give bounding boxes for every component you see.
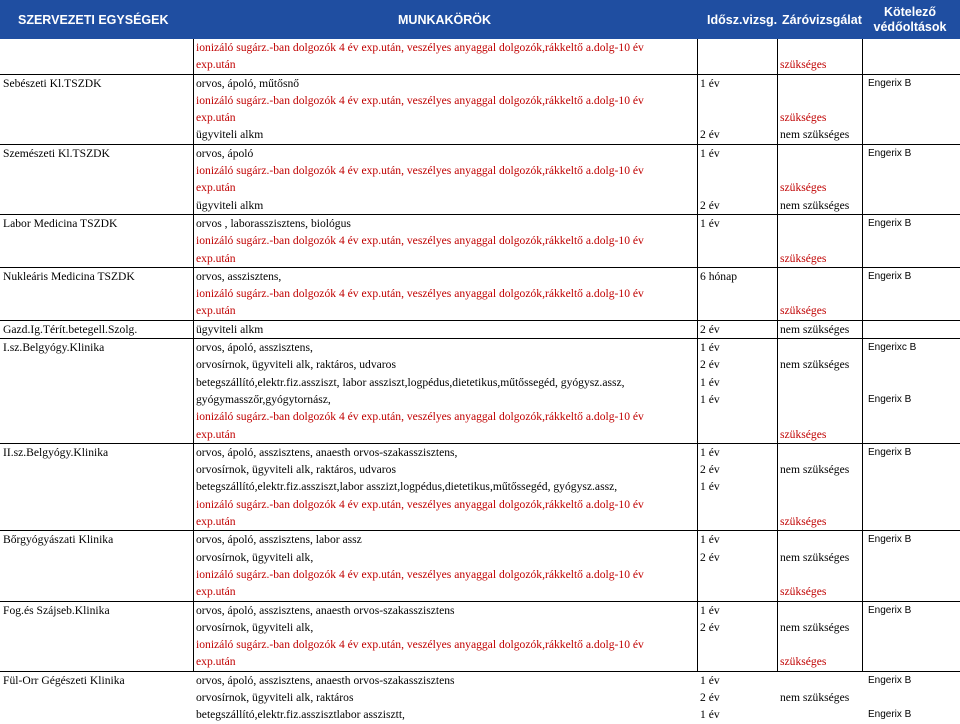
job-cell: orvos, ápoló, asszisztens, labor assz xyxy=(196,533,362,547)
job-cell: ügyviteli alkm xyxy=(196,322,264,336)
unit-cell: Nukleáris Medicina TSZDK xyxy=(3,269,135,283)
table-row xyxy=(0,408,960,425)
periodic-exam-cell: 1 év xyxy=(700,76,720,90)
job-cell: ionizáló sugárz.-ban dolgozók 4 év exp.után, veszélyes anyaggal dolgozók,rákkeltő a.dolg-10 év xyxy=(196,410,644,424)
table-row xyxy=(0,179,960,196)
table-row xyxy=(0,549,960,566)
job-cell: ionizáló sugárz.-ban dolgozók 4 év exp.után, veszélyes anyaggal dolgozók,rákkeltő a.dolg-10 év xyxy=(196,41,644,54)
job-cell: orvos, ápoló, asszisztens, xyxy=(196,341,313,355)
final-exam-cell: nem szükséges xyxy=(780,690,850,704)
column-divider xyxy=(697,39,698,671)
table-row xyxy=(0,74,960,92)
job-cell: ionizáló sugárz.-ban dolgozók 4 év exp.után, veszélyes anyaggal dolgozók,rákkeltő a.dolg-10 év xyxy=(196,164,644,178)
unit-cell: Fül-Orr Gégészeti Klinika xyxy=(3,673,125,687)
table-row xyxy=(0,391,960,408)
unit-cell: Bőrgyógyászati Klinika xyxy=(3,533,114,547)
table-row xyxy=(0,39,960,56)
periodic-exam-cell: 1 év xyxy=(700,216,720,230)
vaccination-cell: Engerix B xyxy=(868,77,912,89)
header-periodic-exam: Idősz.vizsg. xyxy=(707,12,778,27)
table-row xyxy=(0,267,960,285)
table-row xyxy=(0,566,960,583)
column-divider xyxy=(777,39,778,671)
periodic-exam-cell: 2 év xyxy=(700,128,720,142)
table-row xyxy=(0,619,960,636)
vaccination-cell: Engerix B xyxy=(868,270,912,282)
header-vaccinations: Kötelező védőoltások xyxy=(873,4,947,34)
table-body xyxy=(0,39,960,724)
periodic-exam-cell: 2 év xyxy=(700,690,720,704)
final-exam-cell: szükséges xyxy=(780,585,827,599)
job-cell: orvosírnok, ügyviteli alk, raktáros, udvaros xyxy=(196,463,396,477)
job-cell: ionizáló sugárz.-ban dolgozók 4 év exp.után, veszélyes anyaggal dolgozók,rákkeltő a.dolg-10 év xyxy=(196,234,644,248)
job-cell: orvos, ápoló xyxy=(196,146,254,160)
unit-cell: Fog.és Szájseb.Klinika xyxy=(3,603,110,617)
table-row xyxy=(0,109,960,126)
table-row xyxy=(0,356,960,373)
job-cell: betegszállító,elektr.fiz.asszisztlabor asszisztt, xyxy=(196,708,405,722)
table-row xyxy=(0,601,960,619)
table-row xyxy=(0,197,960,214)
periodic-exam-cell: 1 év xyxy=(700,708,720,722)
periodic-exam-cell: 1 év xyxy=(700,603,720,617)
final-exam-cell: nem szükséges xyxy=(780,550,850,564)
final-exam-cell: szükséges xyxy=(780,58,827,72)
table-row xyxy=(0,144,960,162)
unit-cell: I.sz.Belgyógy.Klinika xyxy=(3,341,105,355)
job-cell: exp.után xyxy=(196,427,236,441)
job-cell: exp.után xyxy=(196,304,236,318)
table-row xyxy=(0,636,960,653)
job-cell: exp.után xyxy=(196,181,236,195)
job-cell: orvos , laborasszisztens, biológus xyxy=(196,216,351,230)
table-row xyxy=(0,320,960,338)
table-row xyxy=(0,496,960,513)
final-exam-cell: nem szükséges xyxy=(780,322,850,336)
job-cell: orvos, ápoló, asszisztens, anaesth orvos-szakasszisztens xyxy=(196,603,455,617)
table-row xyxy=(0,302,960,319)
column-divider xyxy=(193,39,194,671)
job-cell: orvos, ápoló, asszisztens, anaesth orvos-szakasszisztens, xyxy=(196,445,458,459)
table-row xyxy=(0,374,960,391)
job-cell: orvosírnok, ügyviteli alk, xyxy=(196,620,314,634)
vaccination-cell: Engerix B xyxy=(868,709,912,721)
job-cell: orvosírnok, ügyviteli alk, xyxy=(196,550,314,564)
table-row xyxy=(0,653,960,670)
job-cell: exp.után xyxy=(196,58,236,72)
job-cell: ügyviteli alkm xyxy=(196,128,264,142)
vaccination-cell: Engerix B xyxy=(868,674,912,686)
job-cell: exp.után xyxy=(196,655,236,669)
periodic-exam-cell: 2 év xyxy=(700,198,720,212)
job-cell: orvosírnok, ügyviteli alk, raktáros xyxy=(196,690,354,704)
final-exam-cell: szükséges xyxy=(780,304,827,318)
table-row xyxy=(0,530,960,548)
final-exam-cell: nem szükséges xyxy=(780,128,850,142)
periodic-exam-cell: 1 év xyxy=(700,445,720,459)
vaccination-cell: Engerix B xyxy=(868,446,912,458)
table-row xyxy=(0,671,960,689)
header-jobs: MUNKAKÖRÖK xyxy=(398,12,492,27)
periodic-exam-cell: 2 év xyxy=(700,620,720,634)
table-row xyxy=(0,338,960,356)
table-row xyxy=(0,583,960,600)
periodic-exam-cell: 2 év xyxy=(700,358,720,372)
unit-cell: Gazd.Ig.Térít.betegell.Szolg. xyxy=(3,322,138,336)
table-row xyxy=(0,56,960,73)
table-row xyxy=(0,214,960,232)
final-exam-cell: szükséges xyxy=(780,655,827,669)
job-cell: ionizáló sugárz.-ban dolgozók 4 év exp.után, veszélyes anyaggal dolgozók,rákkeltő a.dolg-10 év xyxy=(196,93,644,107)
vaccination-cell: Engerix B xyxy=(868,604,912,616)
periodic-exam-cell: 1 év xyxy=(700,480,720,494)
header-final-exam: Záróvizsgálat xyxy=(782,12,862,27)
unit-cell: Labor Medicina TSZDK xyxy=(3,216,118,230)
table-row xyxy=(0,285,960,302)
table-row xyxy=(0,689,960,706)
job-cell: ionizáló sugárz.-ban dolgozók 4 év exp.után, veszélyes anyaggal dolgozók,rákkeltő a.dolg-10 év xyxy=(196,567,644,581)
header-units: SZERVEZETI EGYSÉGEK xyxy=(18,12,169,27)
job-cell: orvosírnok, ügyviteli alk, raktáros, udvaros xyxy=(196,358,396,372)
periodic-exam-cell: 1 év xyxy=(700,146,720,160)
periodic-exam-cell: 1 év xyxy=(700,533,720,547)
table-row xyxy=(0,126,960,143)
table-row xyxy=(0,250,960,267)
vaccination-cell: Engerix B xyxy=(868,393,912,405)
periodic-exam-cell: 2 év xyxy=(700,550,720,564)
job-cell: ionizáló sugárz.-ban dolgozók 4 év exp.után, veszélyes anyaggal dolgozók,rákkeltő a.dolg-10 év xyxy=(196,638,644,652)
job-cell: exp.után xyxy=(196,585,236,599)
final-exam-cell: nem szükséges xyxy=(780,620,850,634)
table-row xyxy=(0,461,960,478)
periodic-exam-cell: 6 hónap xyxy=(700,269,738,283)
final-exam-cell: szükséges xyxy=(780,181,827,195)
final-exam-cell: szükséges xyxy=(780,251,827,265)
job-cell: ügyviteli alkm xyxy=(196,198,264,212)
job-cell: exp.után xyxy=(196,111,236,125)
job-cell: orvos, asszisztens, xyxy=(196,269,282,283)
job-cell: ionizáló sugárz.-ban dolgozók 4 év exp.után, veszélyes anyaggal dolgozók,rákkeltő a.dolg-10 év xyxy=(196,497,644,511)
final-exam-cell: szükséges xyxy=(780,515,827,529)
table-row xyxy=(0,162,960,179)
table-row xyxy=(0,426,960,443)
table-row xyxy=(0,443,960,461)
unit-cell: Szemészeti Kl.TSZDK xyxy=(3,146,110,160)
periodic-exam-cell: 1 év xyxy=(700,392,720,406)
table-row xyxy=(0,513,960,530)
table-row xyxy=(0,92,960,109)
vaccination-cell: Engerixc B xyxy=(868,342,917,354)
periodic-exam-cell: 2 év xyxy=(700,463,720,477)
table-row xyxy=(0,232,960,249)
column-divider xyxy=(862,39,863,671)
vaccination-cell: Engerix B xyxy=(868,217,912,229)
periodic-exam-cell: 1 év xyxy=(700,341,720,355)
job-cell: ionizáló sugárz.-ban dolgozók 4 év exp.után, veszélyes anyaggal dolgozók,rákkeltő a.dolg-10 év xyxy=(196,287,644,301)
job-cell: betegszállító,elektr.fiz.assziszt,labor asszizt,logpédus,dietetikus,műtőssegéd, gyógysz.assz, xyxy=(196,480,618,494)
final-exam-cell: szükséges xyxy=(780,427,827,441)
periodic-exam-cell: 1 év xyxy=(700,673,720,687)
table-row xyxy=(0,478,960,495)
periodic-exam-cell: 2 év xyxy=(700,322,720,336)
job-cell: betegszállító,elektr.fiz.assziszt, labor assziszt,logpédus,dietetikus,műtőssegéd, gyógysz.assz, xyxy=(196,375,625,389)
vaccination-cell: Engerix B xyxy=(868,147,912,159)
job-cell: orvos, ápoló, műtősnő xyxy=(196,76,300,90)
table-header xyxy=(0,0,960,39)
final-exam-cell: szükséges xyxy=(780,111,827,125)
job-cell: exp.után xyxy=(196,251,236,265)
table-row xyxy=(0,706,960,723)
final-exam-cell: nem szükséges xyxy=(780,463,850,477)
final-exam-cell: nem szükséges xyxy=(780,198,850,212)
unit-cell: II.sz.Belgyógy.Klinika xyxy=(3,445,109,459)
unit-cell: Sebészeti Kl.TSZDK xyxy=(3,76,102,90)
job-cell: orvos, ápoló, asszisztens, anaesth orvos-szakasszisztens xyxy=(196,673,455,687)
vaccination-cell: Engerix B xyxy=(868,534,912,546)
job-cell: exp.után xyxy=(196,515,236,529)
periodic-exam-cell: 1 év xyxy=(700,375,720,389)
job-cell: gyógymasszőr,gyógytornász, xyxy=(196,392,331,406)
final-exam-cell: nem szükséges xyxy=(780,358,850,372)
